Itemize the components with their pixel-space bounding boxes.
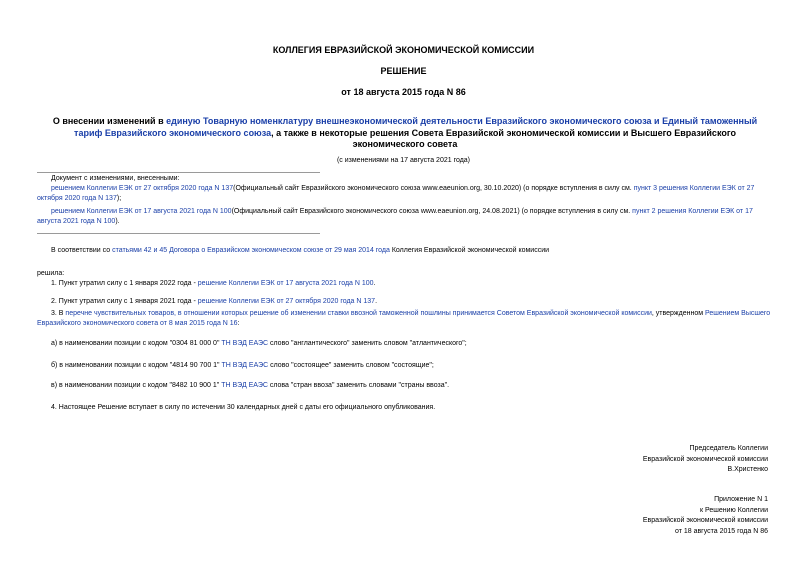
divider-bottom: [37, 233, 320, 234]
appendix-number: Приложение N 1: [714, 496, 768, 503]
title-link-tnved[interactable]: единую Товарную номенклатуру внешнеэкономической деятельности Евразийского экономического союза и Единый таможенный тариф Евразийского экономического союза: [74, 116, 758, 138]
change-text-1: (Официальный сайт Евразийского экономического союза www.eaeunion.org, 30.10.2020) (о порядке вступления в силу см.: [233, 185, 634, 192]
change-end-2: ).: [115, 218, 120, 225]
point-3-mid: , утвержденном: [651, 310, 705, 317]
preamble-prefix: В соответствии со: [51, 247, 113, 254]
point-3-end: :: [237, 320, 240, 327]
change-end-1: );: [116, 195, 122, 202]
appendix-block: [470, 495, 768, 537]
change-item-1: [37, 184, 772, 204]
appendix-ref: к Решению Коллегии: [700, 506, 768, 514]
decided-label: решила:: [37, 270, 65, 277]
signature-org: Евразийской экономической комиссии: [642, 455, 768, 463]
change-link-137-point3[interactable]: пункт 3 решения Коллегии ЕЭК от 27 октября 2020 года N 137: [37, 185, 755, 202]
change-link-100-point2[interactable]: пункт 2 решения Коллегии ЕЭК от 17 августа 2021 года N 100: [37, 208, 753, 225]
title-suffix: , а также в некоторые решения Совета Евразийской экономической комиссии и Высшего Евразийского экономического совета: [271, 127, 736, 149]
subpoint-a: [51, 339, 771, 349]
point-2-end: .: [375, 298, 378, 305]
point-4: 4. Настоящее Решение вступает в силу по истечении 30 календарных дней с даты его официального опубликования.: [51, 404, 436, 411]
document-date: от 18 августа 2015 года N 86: [341, 87, 466, 97]
preamble-suffix: Коллегия Евразийской экономической комиссии: [389, 247, 550, 254]
point-2-text: 2. Пункт утратил силу с 1 января 2021 года -: [51, 298, 198, 305]
supreme-council-decision-link[interactable]: Решением Высшего Евразийского экономического совета от 8 мая 2015 года N 16: [37, 310, 771, 327]
signature-block: [470, 444, 768, 476]
treaty-link[interactable]: статьями 42 и 45 Договора о Евразийском экономическом союзе от 29 мая 2014 года: [112, 247, 390, 254]
organization-title: КОЛЛЕГИЯ ЕВРАЗИЙСКОЙ ЭКОНОМИЧЕСКОЙ КОМИССИИ: [272, 45, 535, 55]
subpoint-a-text2: слово "англантического" заменить словом "атлантического";: [268, 340, 467, 347]
change-link-100[interactable]: решением Коллегии ЕЭК от 17 августа 2021 года N 100: [51, 208, 232, 215]
changes-heading: Документ с изменениями, внесенными:: [51, 175, 180, 182]
subpoint-b-tnved-link[interactable]: ТН ВЭД ЕАЭС: [221, 362, 269, 369]
document-type: РЕШЕНИЕ: [380, 66, 427, 76]
change-text-2: (Официальный сайт Евразийского экономического союза www.eaeunion.org, 24.08.2021) (о порядке вступления в силу см.: [231, 208, 633, 215]
document-title: [50, 116, 760, 151]
subpoint-a-text1: а) в наименовании позиции с кодом "0304 81 000 0": [51, 340, 222, 347]
signature-position: Председатель Коллегии: [689, 445, 768, 452]
divider-top: [37, 172, 320, 173]
point-2: [51, 297, 771, 307]
point-3: [37, 309, 772, 329]
title-prefix: О внесении изменений в: [52, 116, 167, 126]
point-3-text: 3. В: [51, 310, 66, 317]
revision-note: (с изменениями на 17 августа 2021 года): [336, 157, 471, 164]
subpoint-b-text2: слово "состоящее" заменить словом "состоящие";: [268, 362, 434, 369]
subpoint-v-text2: слова "стран ввоза" заменить словами "страны ввоза".: [267, 382, 450, 389]
subpoint-b: [51, 361, 771, 371]
subpoint-a-tnved-link[interactable]: ТН ВЭД ЕАЭС: [221, 340, 269, 347]
change-link-137[interactable]: решением Коллегии ЕЭК от 27 октября 2020 года N 137: [51, 185, 234, 192]
change-item-2: [37, 207, 772, 227]
point-1-end: .: [373, 280, 376, 287]
subpoint-v-tnved-link[interactable]: ТН ВЭД ЕАЭС: [221, 382, 268, 389]
point-2-link[interactable]: решение Коллегии ЕЭК от 27 октября 2020 года N 137: [197, 298, 376, 305]
subpoint-b-text1: б) в наименовании позиции с кодом "4814 90 700 1": [51, 362, 222, 369]
point-1: [51, 279, 771, 289]
point-1-link[interactable]: решение Коллегии ЕЭК от 17 августа 2021 года N 100: [197, 280, 374, 287]
signature-name: В.Христенко: [727, 466, 768, 473]
subpoint-v: [51, 381, 771, 391]
sensitive-goods-link[interactable]: перечне чувствительных товаров, в отношении которых решение об изменении ставки ввозной таможенной пошлины принимается Советом Евразийской экономической комиссии: [65, 310, 652, 317]
point-1-text: 1. Пункт утратил силу с 1 января 2022 года -: [51, 280, 198, 287]
appendix-date: от 18 августа 2015 года N 86: [674, 527, 768, 535]
appendix-org: Евразийской экономической комиссии: [642, 517, 768, 524]
subpoint-v-text1: в) в наименовании позиции с кодом "8482 10 900 1": [51, 382, 222, 389]
preamble: [51, 246, 771, 256]
